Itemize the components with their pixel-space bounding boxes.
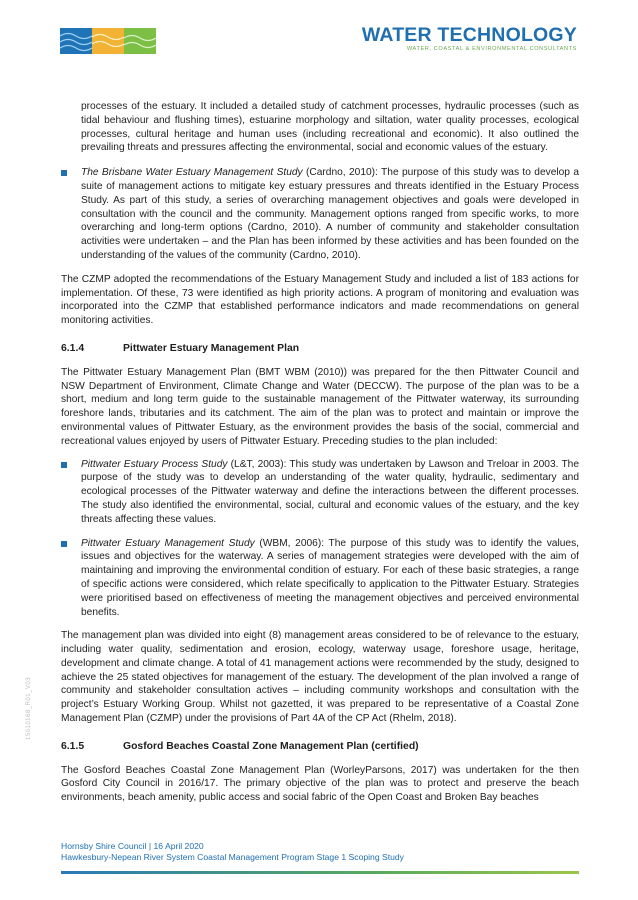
brand-name: WATER TECHNOLOGY xyxy=(361,24,577,46)
footer-divider xyxy=(61,871,579,874)
section-heading-6-1-4 xyxy=(61,342,579,356)
bullet-title: Pittwater Estuary Process Study xyxy=(81,458,228,470)
document-code: 15010168_R01_V03 xyxy=(26,676,32,740)
bullet-text: (Cardno, 2010): The purpose of this study was to develop a suite of management actions to mitigate key estuary pressures and threats identified in the Estuary Process Study. As part of this study, a series of overarching management objectives and goals were developed in consultation with the council and the community. Management options ranged from specific works, to more overarching and long-term options (Cardno, 2010). A number of community and stakeholder consultation activities were undertaken – and the Plan has been informed by these activities and has been founded on the understanding of the values of the community (Cardno, 2010). xyxy=(81,167,579,261)
section-title: Pittwater Estuary Management Plan xyxy=(123,342,300,354)
bullet-icon xyxy=(61,541,67,547)
section-number: 6.1.4 xyxy=(61,342,85,354)
company-logo-mark xyxy=(60,28,156,54)
logo-tiles-icon xyxy=(60,28,156,54)
bullet-title: The Brisbane Water Estuary Management Study xyxy=(81,167,303,179)
list-item xyxy=(61,537,579,620)
list-item xyxy=(61,166,579,263)
section-number: 6.1.5 xyxy=(61,740,85,752)
page-footer xyxy=(61,841,404,863)
pittwater-paragraph: The Pittwater Estuary Management Plan (BMT WBM (2010)) was prepared for the then Pittwater Council and NSW Department of Environment, Climate Change and Water (DECCW). The purpose of the plan was to be a short, medium and long term guide to the sustainable management of the Pittwater waterway, its surrounding foreshore lands, tributaries and its catchment. The aim of the plan was to protect and maintain or improve the environmental values of Pittwater Estuary, as the environment provides the basis of the social, commercial and recreational values enjoyed by users of Pittwater Estuary. Preceding studies to the plan included: xyxy=(61,366,579,447)
bullet-text: (WBM, 2006): The purpose of this study was to identify the values, issues and objectives for the waterway. A series of management strategies were developed with the aim of maintaining and improving the environmental condition of estuary. For each of these basic strategies, a range of specific actions were considered, which relate specifically to application to the Pittwater Estuary. Strategies were prioritised based on effectiveness of meeting the management objectives and perceived environmental benefits. xyxy=(81,537,579,618)
document-body xyxy=(61,100,579,805)
footer-client-date: Hornsby Shire Council | 16 April 2020 xyxy=(61,841,204,851)
gosford-paragraph: The Gosford Beaches Coastal Zone Management Plan (WorleyParsons, 2017) was undertaken for the then Gosford City Council in 2016/17. The primary objective of the plan was to protect and preserve the beach environments, beach amenity, public access and social fabric of the Open Coast and Broken Bay beaches xyxy=(61,764,579,804)
bullet-title: Pittwater Estuary Management Study xyxy=(81,537,255,549)
management-paragraph: The management plan was divided into eight (8) management areas considered to be of relevance to the estuary, including water quality, sedimentation and erosion, ecology, waterway usage, foreshore usage, heritage, development and climate change. A total of 41 management actions were recommended by the study, designed to achieve the 25 stated objectives for management of the estuary. The development of the plan involved a range of community and stakeholder consultation actives – including community workshops and consultation with the project’s Estuary Working Group. Whilst not gazetted, it was prepared to be representative of a Coastal Zone Management Plan (CZMP) under the provisions of Part 4A of the CP Act (Rhelm, 2018). xyxy=(61,630,579,725)
section-heading-6-1-5 xyxy=(61,740,579,754)
bullet-icon xyxy=(61,170,67,176)
czmp-paragraph: The CZMP adopted the recommendations of the Estuary Management Study and included a list of 183 actions for implementation. Of these, 73 were identified as high priority actions. A program of monitoring and evaluation was incorporated into the CZMP that established performance indicators and made recommendations on general monitoring activities. xyxy=(61,273,579,327)
footer-project-title: Hawkesbury-Nepean River System Coastal Management Program Stage 1 Scoping Study xyxy=(61,852,404,862)
bullet-icon xyxy=(61,462,67,468)
brand-tagline: WATER, COASTAL & ENVIRONMENTAL CONSULTANTS xyxy=(406,46,577,52)
section-title: Gosford Beaches Coastal Zone Management Plan (certified) xyxy=(123,740,419,752)
bullet-text: (L&T, 2003): This study was undertaken by Lawson and Treloar in 2003. The purpose of the study was to develop an understanding of the water quality, hydraulic, sedimentary and ecological processes of the Pittwater waterway and define the interactions between the different processes. The study also identified the environmental, social, cultural and economic values of the estuary, and the key threats affecting these values. xyxy=(81,458,579,525)
intro-paragraph: processes of the estuary. It included a detailed study of catchment processes, hydraulic processes (such as tidal behaviour and flushing times), estuarine morphology and siltation, water quality processes, ecological processes, cultural heritage and human uses (including recreational and economic). It also outlined the prevailing threats and pressures affecting the environmental, social and economic values of the estuary. xyxy=(81,101,579,154)
brand-block xyxy=(362,25,577,52)
list-item xyxy=(61,458,579,527)
